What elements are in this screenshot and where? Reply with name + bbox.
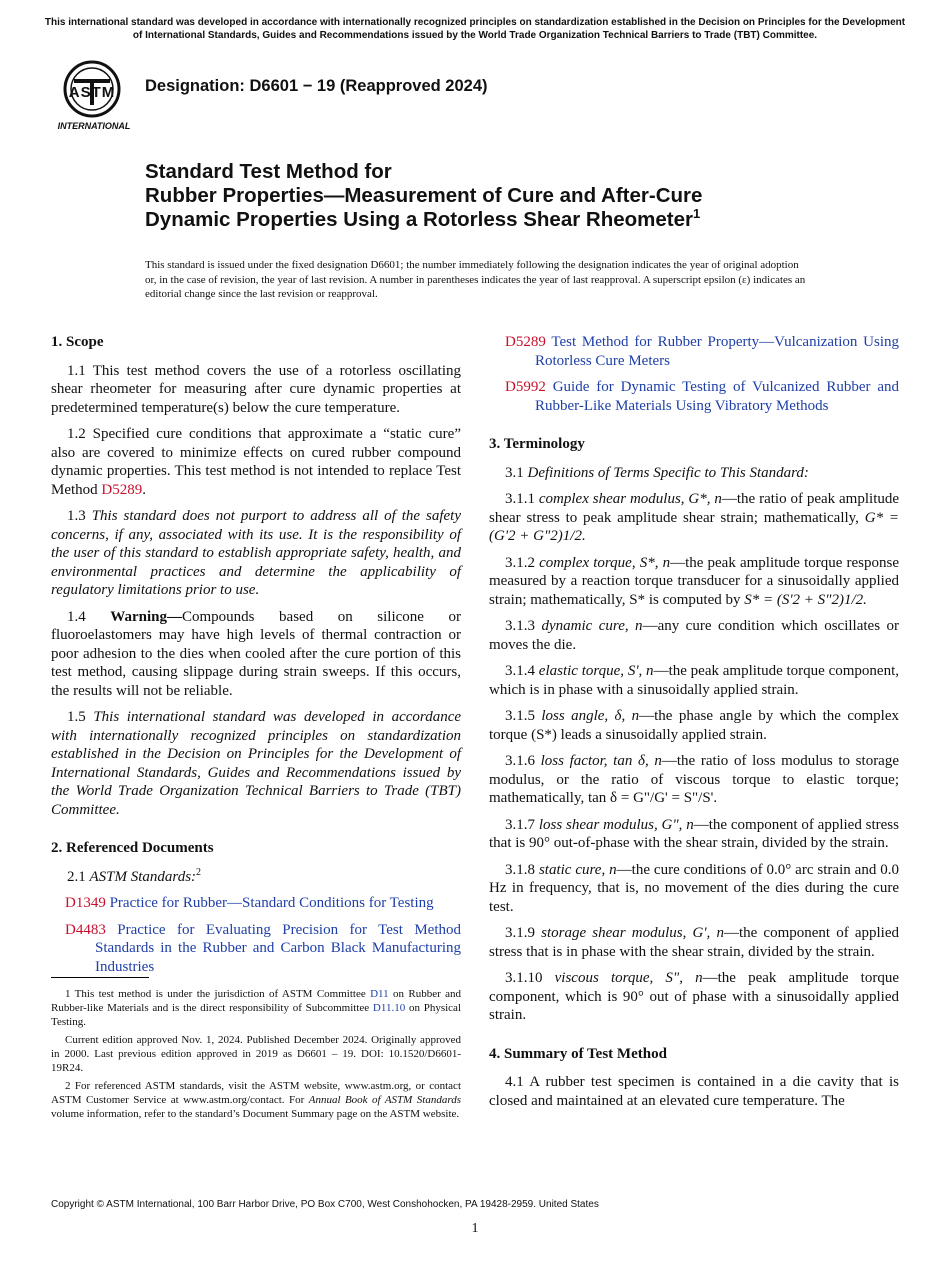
para-2-1: 2.1 ASTM Standards:$^2$ [67,866,202,885]
term-3-1-8: 3.1.8 static cure, n—the cure conditions of 0.0° arc strain and 0.0 Hz in frequency, that is, no movement of the dies during the cure test. [489,861,900,915]
para-1-2: 1.2 Specified cure conditions that approximate a “static cure” also are covered to minimize effects on cured rubber compound dynamic properties. This test method is not intended to replace Test Method D5289. [51,426,461,498]
astm-logo-icon [52,57,136,133]
logo-subtext: INTERNATIONAL [57,121,131,131]
issued-note: This standard is issued under the fixed designation D6601; the number immediately following the designation indicates the year of original adoption or, in the case of revision, the year of last revision. A number in parentheses indicates the year of last reapproval. A superscript epsilon (ε) indicates an editorial change since the last revision or reapproval. [145,259,806,300]
top-notice: This international standard was developed in accordance with internationally recognized principles on standardization established in the Decision on Principles for the Development of International Standards, Guides and Recommendations issued by the World Trade Organization Technical Barriers to Trade (TBT) Committee. [44,17,906,41]
designation: Designation: D6601 − 19 (Reapproved 2024) [145,77,488,95]
right-column [489,333,899,1118]
para-1-3: 1.3 This standard does not purport to address all of the safety concerns, if any, associated with its use. It is the responsibility of the user of this standard to establish appropriate safety, health, and environmental practices and determine the applicability of regulatory limitations prior to use. [51,508,462,598]
title-line-2: Rubber Properties—Measurement of Cure and After-Cure [145,184,703,207]
footnote-2: 2 For referenced ASTM standards, visit the ASTM website, www.astm.org, or contact ASTM Customer Service at www.astm.org/contact. For Annual Book of ASTM Standards volume information, refer to the standard’s Document Summary page on the ASTM website. [51,1080,461,1120]
copyright-footer: Copyright © ASTM International, 100 Barr Harbor Drive, PO Box C700, West Conshohocken, PA 19428-2959. United States [51,1199,599,1210]
ref-item[interactable]: D1349 Practice for Rubber—Standard Conditions for Testing [65,895,434,911]
section-summary-heading: 4. Summary of Test Method [489,1045,667,1062]
section-terminology-heading: 3. Terminology [489,436,585,452]
footnote-mark-2[interactable]: 2 [196,866,202,878]
para-1-5: 1.5 This international standard was developed in accordance with internationally recognized principles on standardization established in the Decision on Principles for the Development of International Standards, Guides and Recommendations issued by the World Trade Organization Technical Barriers to Trade (TBT) Committee. [51,709,462,818]
term-3-1-3: 3.1.3 dynamic cure, n—any cure condition which oscillates or moves the die. [489,618,899,653]
term-3-1-10: 3.1.10 viscous torque, S", n—the peak amplitude torque component, which is 90° out of phase with a sinusoidally applied strain. [489,970,899,1023]
title-footnote-mark[interactable]: 1 [693,206,701,221]
term-3-1-4: 3.1.4 elastic torque, S', n—the peak amplitude torque component, which is in phase with a sinusoidally applied strain. [489,663,899,698]
ref-item[interactable]: D5289 Test Method for Rubber Property—Vulcanization Using Rotorless Cure Meters [505,334,899,369]
left-column [51,333,461,984]
section-scope-heading: 1. Scope [51,334,104,350]
link-d11-10[interactable]: D11.10 [372,1002,406,1014]
para-1-1: 1.1 This test method covers the use of a rotorless oscillating shear rheometer for measuring after cure dynamic properties at predetermined temperature(s) below the cure temperature. [51,362,461,416]
para-1-4: 1.4 Warning—Compounds based on silicone or fluoroelastomers may have high levels of thermal contraction or poor adhesion to the dies when cooled after the cure portion of this test method, causing slippage during strain sweeps. If this occurs, the results will not be reliable. [51,608,461,699]
footnote-1: 1 This test method is under the jurisdiction of ASTM Committee D11 on Rubber and Rubber-like Materials and is the direct responsibility of Subcommittee D11.10 on Physical Testing. [51,988,462,1028]
link-d11[interactable]: D11 [370,988,389,1000]
title-line-3: Dynamic Properties Using a Rotorless Shear Rheometer [145,208,693,231]
ref-item[interactable]: D4483 Practice for Evaluating Precision for Test Method Standards in the Rubber and Carbon Black Manufacturing Industries [65,921,462,975]
term-3-1-2: 3.1.2 complex torque, S*, n—the peak amplitude torque response measured by a reaction torque transducer for a sinusoidally applied strain; mathematically, S* is computed by S* = (S'2 + S"2)1/2. [489,554,899,608]
footnote-divider [51,977,149,978]
logo-text: ASTM [68,84,116,101]
title-line-1: Standard Test Method for [145,160,392,183]
term-3-1-9: 3.1.9 storage shear modulus, G', n—the component of applied stress that is in phase with the shear strain, divided by the strain. [489,925,900,960]
page-number: 1 [471,1221,479,1236]
term-3-1-5: 3.1.5 loss angle, δ, n—the phase angle by which the complex torque (S*) leads a sinusoidally applied strain. [489,708,899,743]
link-d5289[interactable]: D5289 [101,481,143,498]
para-3-1: 3.1 Definitions of Terms Specific to This Standard: [505,464,809,481]
footnotes [51,987,461,1125]
document-title [145,160,865,232]
section-referenced-heading: 2. Referenced Documents [51,840,214,856]
term-3-1-6: 3.1.6 loss factor, tan δ, n—the ratio of loss modulus to storage modulus, or the ratio of viscous torque to elastic torque; mathematically, tan δ = G"/G' = S"/S'. [489,753,900,806]
para-4-1: 4.1 A rubber test specimen is contained in a die cavity that is closed and maintained at an elevated cure temperature. The [489,1074,899,1109]
term-3-1-7: 3.1.7 loss shear modulus, G", n—the component of applied stress that is 90° out-of-phase with the shear strain, divided by the strain. [489,816,899,851]
footnote-edition: Current edition approved Nov. 1, 2024. Published December 2024. Originally approved in 2000. Last previous edition approved in 2019 as D6601 – 19. DOI: 10.1520/D6601-19R24. [51,1034,461,1074]
ref-item[interactable]: D5992 Guide for Dynamic Testing of Vulcanized Rubber and Rubber-Like Materials Using Vibratory Methods [505,379,900,414]
term-3-1-1: 3.1.1 complex shear modulus, G*, n—the ratio of peak amplitude shear stress to peak amplitude shear strain; mathematically, G* = (G'2 + G"2)1/2. [489,491,900,544]
